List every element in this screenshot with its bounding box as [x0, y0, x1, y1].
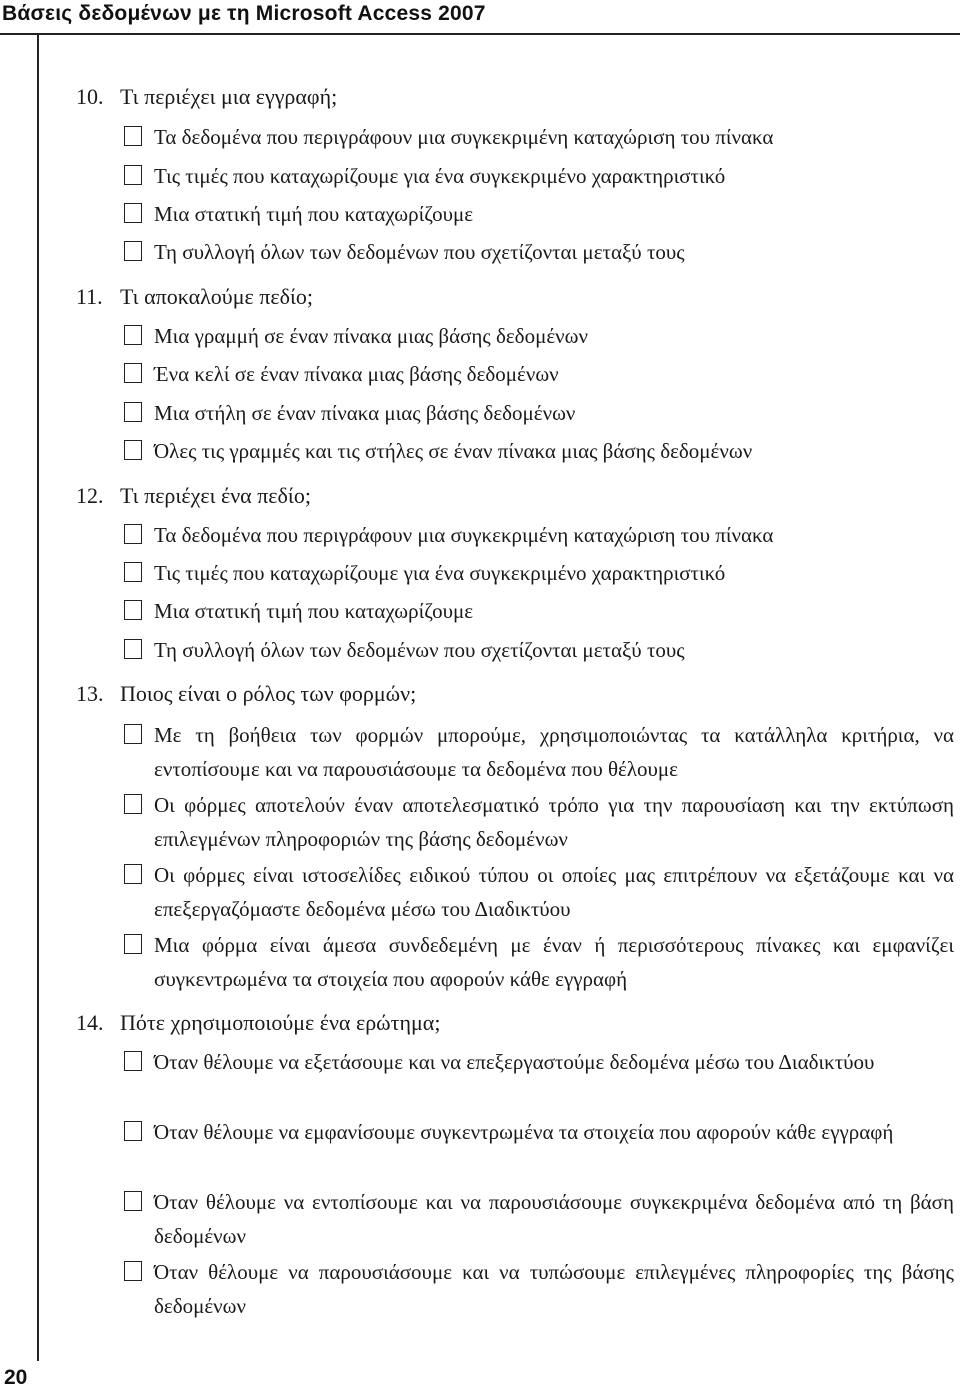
answer-checkbox[interactable] [124, 724, 142, 744]
question-text: Τι περιέχει ένα πεδίο; [120, 483, 311, 508]
answer-option-label: Τα δεδομένα που περιγράφουν μια συγκεκριμένη καταχώριση του πίνακα [154, 125, 774, 149]
answer-option-label: Ένα κελί σε έναν πίνακα μιας βάσης δεδομένων [154, 362, 559, 386]
answer-option-label: Όταν θέλουμε να εντοπίσουμε και να παρουσιάσουμε συγκεκριμένα δεδομένα από τη βάση δεδομένων [154, 1190, 954, 1248]
question-number: 13. [76, 681, 104, 706]
answer-option-label: Τη συλλογή όλων των δεδομένων που σχετίζονται μεταξύ τους [154, 240, 685, 264]
answer-checkbox[interactable] [124, 1261, 142, 1281]
question-text: Ποιος είναι ο ρόλος των φορμών; [120, 681, 417, 706]
answer-checkbox[interactable] [124, 794, 142, 814]
page-header-title: Βάσεις δεδομένων με τη Microsoft Access 2007 [2, 2, 486, 25]
answer-option-label: Μια στατική τιμή που καταχωρίζουμε [154, 202, 474, 226]
answer-checkbox[interactable] [124, 363, 142, 383]
answer-checkbox[interactable] [124, 562, 142, 582]
answer-checkbox[interactable] [124, 864, 142, 884]
answer-option-label: Τις τιμές που καταχωρίζουμε για ένα συγκεκριμένο χαρακτηριστικό [154, 561, 726, 585]
answer-option-label: Όταν θέλουμε να εμφανίσουμε συγκεντρωμένα τα στοιχεία που αφορούν κάθε εγγραφή [154, 1120, 894, 1144]
answer-option-label: Μια φόρμα είναι άμεσα συνδεδεμένη με έναν ή περισσότερους πίνακες και εμφανίζει συγκεντρωμένα τα στοιχεία που αφορούν κάθε εγγραφή [154, 933, 954, 991]
answer-checkbox[interactable] [124, 524, 142, 544]
answer-checkbox[interactable] [124, 1121, 142, 1141]
answer-checkbox[interactable] [124, 639, 142, 659]
question-text: Τι αποκαλούμε πεδίο; [120, 284, 313, 309]
answer-option-label: Τη συλλογή όλων των δεδομένων που σχετίζονται μεταξύ τους [154, 638, 685, 662]
answer-checkbox[interactable] [124, 241, 142, 261]
answer-option-label: Οι φόρμες αποτελούν έναν αποτελεσματικό τρόπο για την παρουσίαση και την εκτύπωση επιλεγμένων πληροφοριών της βάσης δεδομένων [154, 793, 954, 851]
answer-checkbox[interactable] [124, 440, 142, 460]
margin-divider [37, 33, 39, 1361]
answer-option-label: Μια στήλη σε έναν πίνακα μιας βάσης δεδομένων [154, 401, 576, 425]
answer-checkbox[interactable] [124, 934, 142, 954]
answer-option-label: Τα δεδομένα που περιγράφουν μια συγκεκριμένη καταχώριση του πίνακα [154, 523, 774, 547]
answer-checkbox[interactable] [124, 203, 142, 223]
question-number: 14. [76, 1010, 104, 1035]
question-number: 10. [76, 84, 104, 109]
answer-checkbox[interactable] [124, 126, 142, 146]
question-text: Πότε χρησιμοποιούμε ένα ερώτημα; [120, 1010, 441, 1035]
answer-checkbox[interactable] [124, 165, 142, 185]
answer-checkbox[interactable] [124, 402, 142, 422]
answer-option-label: Τις τιμές που καταχωρίζουμε για ένα συγκεκριμένο χαρακτηριστικό [154, 164, 726, 188]
answer-checkbox[interactable] [124, 325, 142, 345]
page-number: 20 [4, 1366, 28, 1389]
answer-option-label: Οι φόρμες είναι ιστοσελίδες ειδικού τύπου οι οποίες μας επιτρέπουν να εξετάζουμε και να επεξεργαζόμαστε δεδομένα μέσω του Διαδικτύου [154, 863, 954, 921]
answer-option-label: Όταν θέλουμε να εξετάσουμε και να επεξεργαστούμε δεδομένα μέσω του Διαδικτύου [154, 1050, 875, 1074]
answer-checkbox[interactable] [124, 1191, 142, 1211]
answer-option-label: Όλες τις γραμμές και τις στήλες σε έναν πίνακα μιας βάσης δεδομένων [154, 439, 753, 463]
question-text: Τι περιέχει μια εγγραφή; [120, 84, 338, 109]
answer-checkbox[interactable] [124, 600, 142, 620]
answer-option-label: Μια γραμμή σε έναν πίνακα μιας βάσης δεδομένων [154, 324, 588, 348]
answer-checkbox[interactable] [124, 1051, 142, 1071]
question-number: 12. [76, 483, 104, 508]
question-number: 11. [76, 284, 103, 309]
header-divider [0, 33, 960, 35]
answer-option-label: Όταν θέλουμε να παρουσιάσουμε και να τυπώσουμε επιλεγμένες πληροφορίες της βάσης δεδομένων [154, 1260, 954, 1318]
answer-option-label: Μια στατική τιμή που καταχωρίζουμε [154, 599, 474, 623]
answer-option-label: Με τη βοήθεια των φορμών μπορούμε, χρησιμοποιώντας τα κατάλληλα κριτήρια, να εντοπίσουμε και να παρουσιάσουμε τα δεδομένα που θέλουμε [154, 723, 954, 781]
